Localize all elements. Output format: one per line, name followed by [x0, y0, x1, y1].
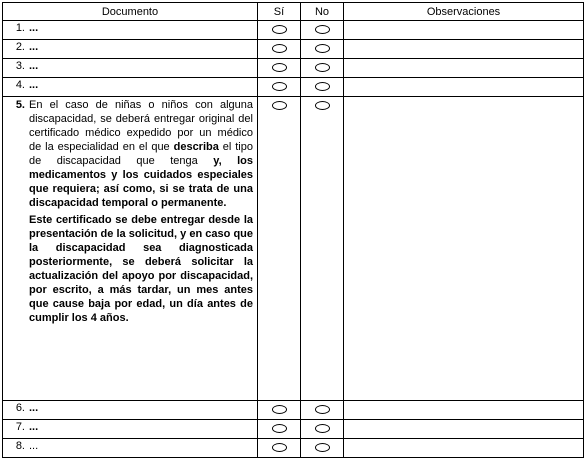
si-cell: [258, 40, 301, 59]
no-cell: [301, 21, 344, 40]
header-no: No: [301, 3, 344, 21]
no-radio[interactable]: [315, 63, 330, 72]
si-cell: [258, 21, 301, 40]
si-radio[interactable]: [272, 82, 287, 91]
no-cell: [301, 97, 344, 401]
document-cell: [3, 439, 258, 458]
item-number: 6.: [15, 402, 25, 414]
no-cell: [301, 439, 344, 458]
document-cell: [3, 97, 258, 401]
si-radio[interactable]: [272, 424, 287, 433]
si-cell: [258, 401, 301, 420]
table-row-3: [3, 59, 584, 78]
si-cell: [258, 78, 301, 97]
no-cell: [301, 78, 344, 97]
observaciones-cell[interactable]: [344, 21, 584, 40]
no-cell: [301, 420, 344, 439]
si-cell: [258, 439, 301, 458]
item-number: 3.: [15, 60, 25, 72]
item-text: ...: [29, 421, 39, 433]
item-5-text-b: describa: [173, 141, 219, 153]
document-checklist: [2, 2, 584, 458]
si-radio[interactable]: [272, 25, 287, 34]
si-cell: [258, 59, 301, 78]
no-radio[interactable]: [315, 101, 330, 110]
no-cell: [301, 40, 344, 59]
header-observaciones: Observaciones: [344, 3, 584, 21]
item-text: ...: [29, 440, 39, 452]
table-row-4: [3, 78, 584, 97]
item-text: ...: [29, 22, 39, 34]
observaciones-cell[interactable]: [344, 401, 584, 420]
no-radio[interactable]: [315, 405, 330, 414]
no-radio[interactable]: [315, 44, 330, 53]
item-5-paragraph-2: [29, 213, 253, 325]
document-cell: [3, 420, 258, 439]
si-radio[interactable]: [272, 63, 287, 72]
document-cell: [3, 59, 258, 78]
si-radio[interactable]: [272, 405, 287, 414]
si-radio[interactable]: [272, 101, 287, 110]
header-si: Sí: [258, 3, 301, 21]
no-radio[interactable]: [315, 443, 330, 452]
item-number: 5.: [15, 99, 25, 111]
si-radio[interactable]: [272, 443, 287, 452]
no-cell: [301, 401, 344, 420]
header-row: [3, 3, 584, 21]
header-documento: Documento: [3, 3, 258, 21]
item-text: ...: [29, 41, 39, 53]
observaciones-cell[interactable]: [344, 40, 584, 59]
documents-table: [2, 2, 584, 458]
item-text: ...: [29, 402, 39, 414]
si-cell: [258, 420, 301, 439]
table-row-7: [3, 420, 584, 439]
table-row-1: [3, 21, 584, 40]
observaciones-cell[interactable]: [344, 439, 584, 458]
item-number: 4.: [15, 79, 25, 91]
observaciones-cell[interactable]: [344, 59, 584, 78]
item-text: ...: [29, 79, 39, 91]
item-5-text-c: el tipo de discapacidad que tenga: [29, 141, 253, 167]
item-number: 8.: [15, 440, 25, 452]
item-5-paragraph-1: [29, 98, 253, 210]
no-cell: [301, 59, 344, 78]
table-row-6: [3, 401, 584, 420]
observaciones-cell[interactable]: [344, 97, 584, 401]
observaciones-cell[interactable]: [344, 78, 584, 97]
item-5-text-p2: Este certificado se debe entregar desde la presentación de la solicitud, y en caso que la discapacidad sea diagnosticada posteriormente, se deberá solicitar la actualización del apoyo por discapacidad, por escrito, a más tardar, un mes antes que cause baja por edad, un día antes de cumplir los 4 años.: [29, 214, 253, 324]
item-5-text-a: En el caso de niñas o niños con alguna discapacidad, se deberá entregar original del certificado médico expedido por un médico de la especialidad en el que: [29, 99, 253, 153]
document-cell: [3, 21, 258, 40]
table-row-8: [3, 439, 584, 458]
document-cell: [3, 78, 258, 97]
document-cell: [3, 401, 258, 420]
observaciones-cell[interactable]: [344, 420, 584, 439]
si-cell: [258, 97, 301, 401]
table-row-2: [3, 40, 584, 59]
item-number: 7.: [15, 421, 25, 433]
no-radio[interactable]: [315, 25, 330, 34]
no-radio[interactable]: [315, 424, 330, 433]
no-radio[interactable]: [315, 82, 330, 91]
si-radio[interactable]: [272, 44, 287, 53]
item-number: 2.: [15, 41, 25, 53]
item-number: 1.: [15, 22, 25, 34]
table-row-5: [3, 97, 584, 401]
item-5-text-d: y, los medicamentos y los cuidados especiales que requiera; así como, si se trata de una discapacidad temporal o permanente.: [29, 155, 253, 209]
document-cell: [3, 40, 258, 59]
item-text: ...: [29, 60, 39, 72]
